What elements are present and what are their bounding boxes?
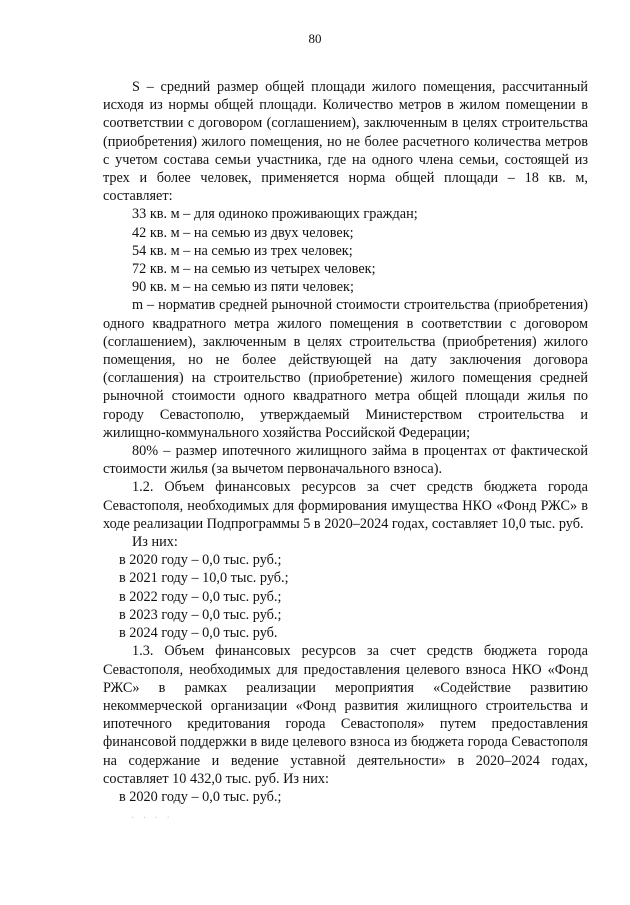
norm-line-two-people: 42 кв. м – на семью из двух человек; <box>132 224 354 241</box>
section-1-3-paragraph: 1.3. Объем финансовых ресурсов за счет средств бюджета города Севастополя, необходимых для предоставления целевого взноса НКО «Фонд РЖС» в рамках реализации мероприятия «Содействие развитию некоммерческой организации «Фонд развития жилищного строительства и ипотечного кредитования города Севастополя» путем предоставления финансовой поддержки в виде целевого взноса из бюджета города Севастополя на содержание и ведение уставной деятельности» в 2020–2024 годах, составляет 10 432,0 тыс. руб. Из них: <box>103 643 588 787</box>
faint-scan-marks: · · · · <box>131 813 173 824</box>
section-1-2-paragraph: 1.2. Объем финансовых ресурсов за счет средств бюджета города Севастополя, необходимых для формирования имущества НКО «Фонд РЖС» в ходе реализации Подпрограммы 5 в 2020–2024 годах, составляет 10,0 тыс. руб. <box>103 479 588 532</box>
section-1-3-year-2020: в 2020 году – 0,0 тыс. руб.; <box>119 788 282 805</box>
s-definition-paragraph: S – средний размер общей площади жилого помещения, рассчитанный исходя из нормы общей площади. Количество метров в жилом помещении в соответствии с договором (соглашением), заключенным в целях строительства (приобретения) жилого помещения, но не более расчетного количества метров с учетом состава семьи участника, где на одного члена семьи, состоящей из трех и более человек, применяется норма общей площади – 18 кв. м, составляет: <box>103 79 588 205</box>
document-body <box>103 78 588 806</box>
section-1-2-year-2024: в 2024 году – 0,0 тыс. руб. <box>119 625 278 642</box>
norm-line-three-people: 54 кв. м – на семью из трех человек; <box>132 242 353 259</box>
section-1-2-year-2021: в 2021 году – 10,0 тыс. руб.; <box>119 570 289 587</box>
norm-line-four-people: 72 кв. м – на семью из четырех человек; <box>132 261 376 278</box>
m-definition-paragraph: m – норматив средней рыночной стоимости строительства (приобретения) одного квадратного метра жилого помещения в соответствии с договором (соглашением), заключенным в целях строительства (приобретения) жилого помещения, но не более действующей на дату заключения договора (соглашения) на строительство (приобретение) жилого помещения средней рыночной стоимости одного квадратного метра общей площади жилья по городу Севастополю, утверждаемый Министерством строительства и жилищно-коммунального хозяйства Российской Федерации; <box>103 297 588 441</box>
section-1-2-year-2020: в 2020 году – 0,0 тыс. руб.; <box>119 552 282 569</box>
loan-percent-paragraph: 80% – размер ипотечного жилищного займа в процентах от фактической стоимости жилья (за вычетом первоначального взноса). <box>103 443 588 478</box>
section-1-2-year-2023: в 2023 году – 0,0 тыс. руб.; <box>119 606 282 623</box>
page-number: 80 <box>308 31 322 46</box>
section-1-2-lead: Из них: <box>132 534 178 551</box>
norm-line-single: 33 кв. м – для одиноко проживающих граждан; <box>132 206 418 223</box>
section-1-2-year-2022: в 2022 году – 0,0 тыс. руб.; <box>119 588 282 605</box>
norm-line-five-people: 90 кв. м – на семью из пяти человек; <box>132 279 354 296</box>
